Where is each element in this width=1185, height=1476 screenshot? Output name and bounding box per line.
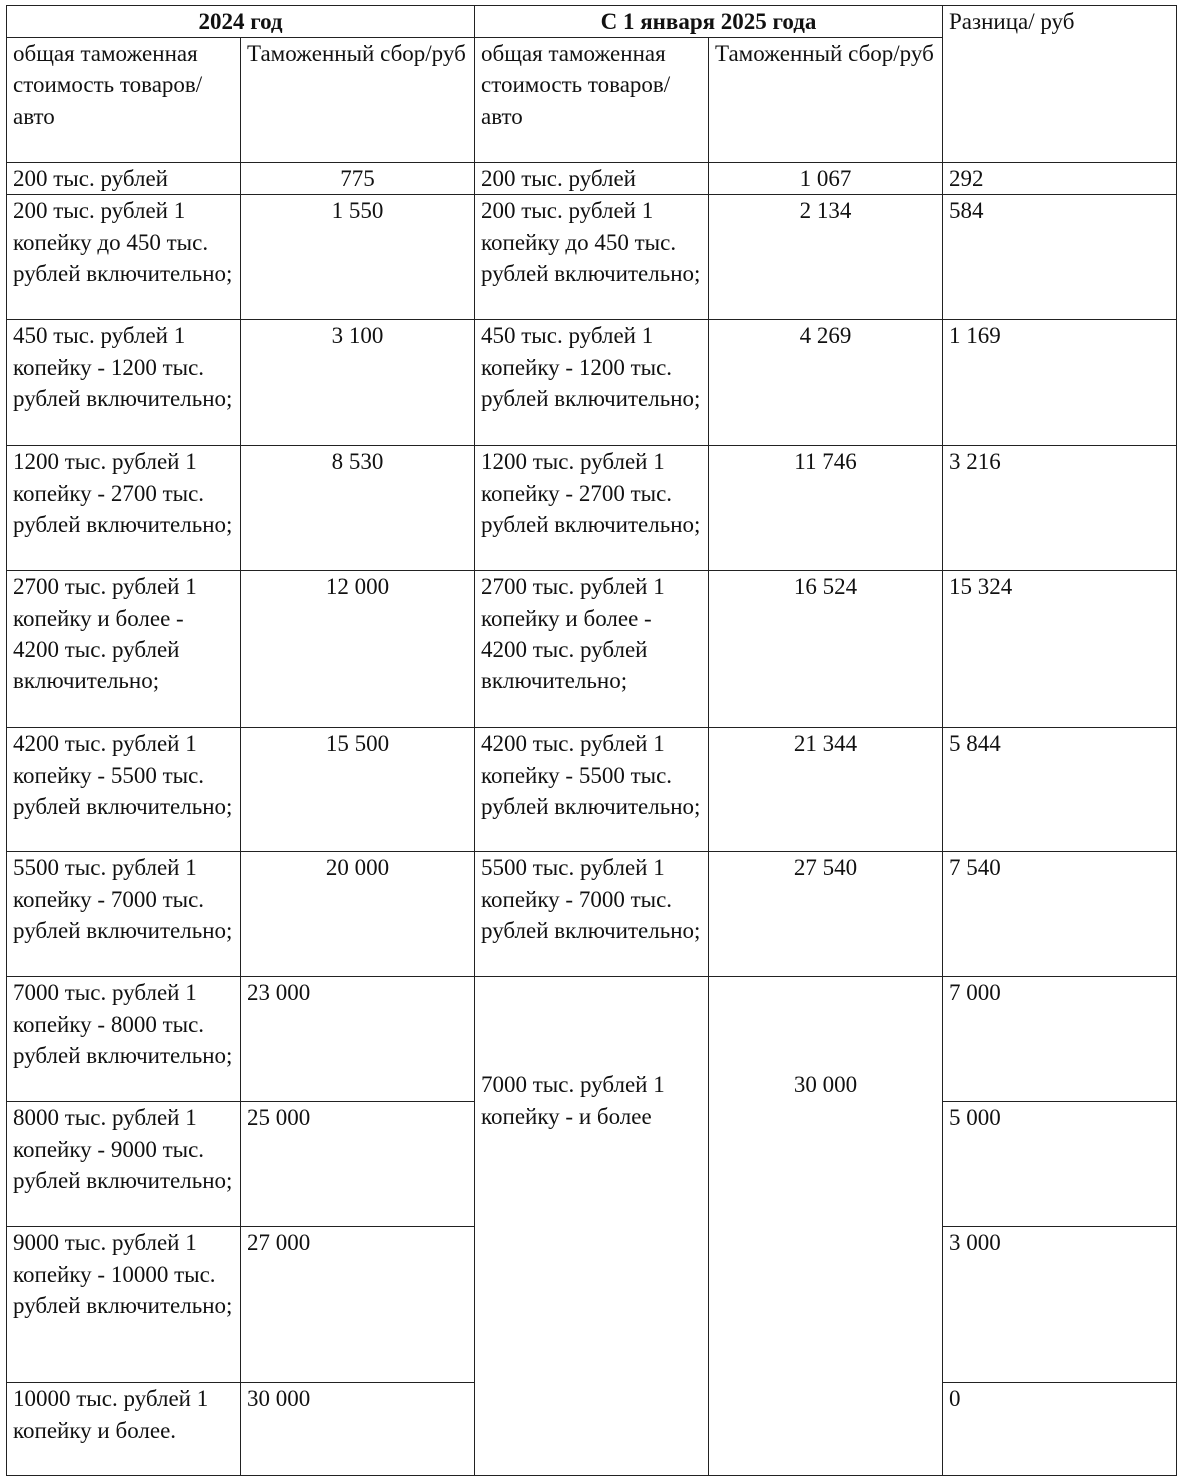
diff-value: 292	[943, 163, 1177, 195]
range-2024: 450 тыс. рублей 1 копейку - 1200 тыс. рублей включительно;	[7, 320, 241, 446]
fee-2024: 3 100	[241, 320, 475, 446]
fee-2025: 1 067	[709, 163, 943, 195]
table-row	[7, 728, 1177, 852]
range-2024: 7000 тыс. рублей 1 копейку - 8000 тыс. рублей включительно;	[7, 977, 241, 1102]
customs-fee-table	[6, 5, 1177, 1476]
fee-2024: 30 000	[241, 1383, 475, 1476]
fee-2025: 21 344	[709, 728, 943, 852]
fee-2024: 25 000	[241, 1102, 475, 1227]
range-2025: 1200 тыс. рублей 1 копейку - 2700 тыс. рублей включительно;	[475, 446, 709, 571]
range-2025: 4200 тыс. рублей 1 копейку - 5500 тыс. рублей включительно;	[475, 728, 709, 852]
diff-value: 0	[943, 1383, 1177, 1476]
range-2025: 450 тыс. рублей 1 копейку - 1200 тыс. рублей включительно;	[475, 320, 709, 446]
diff-value: 3 216	[943, 446, 1177, 571]
fee-2025: 4 269	[709, 320, 943, 446]
fee-2025: 2 134	[709, 195, 943, 320]
table-row	[7, 446, 1177, 571]
range-2025: 5500 тыс. рублей 1 копейку - 7000 тыс. рублей включительно;	[475, 852, 709, 977]
diff-value: 5 844	[943, 728, 1177, 852]
range-2024: 200 тыс. рублей 1 копейку до 450 тыс. рублей включительно;	[7, 195, 241, 320]
range-2024: 10000 тыс. рублей 1 копейку и более.	[7, 1383, 241, 1476]
range-2024: 9000 тыс. рублей 1 копейку - 10000 тыс. рублей включительно;	[7, 1227, 241, 1383]
diff-value: 584	[943, 195, 1177, 320]
range-2024: 4200 тыс. рублей 1 копейку - 5500 тыс. рублей включительно;	[7, 728, 241, 852]
diff-value: 7 000	[943, 977, 1177, 1102]
fee-2025-merged: 30 000	[709, 977, 943, 1476]
range-2024: 200 тыс. рублей	[7, 163, 241, 195]
table-row	[7, 195, 1177, 320]
fee-2025: 16 524	[709, 571, 943, 728]
header-2024: 2024 год	[7, 6, 475, 38]
range-2024: 1200 тыс. рублей 1 копейку - 2700 тыс. рублей включительно;	[7, 446, 241, 571]
fee-2024: 20 000	[241, 852, 475, 977]
fee-2025: 27 540	[709, 852, 943, 977]
table-row	[7, 163, 1177, 195]
fee-2025: 11 746	[709, 446, 943, 571]
header-value-2025: общая таможенная стоимость товаров/авто	[475, 38, 709, 163]
header-2025: С 1 января 2025 года	[475, 6, 943, 38]
diff-value: 1 169	[943, 320, 1177, 446]
diff-value: 15 324	[943, 571, 1177, 728]
header-fee-2025: Таможенный сбор/руб	[709, 38, 943, 163]
diff-value: 3 000	[943, 1227, 1177, 1383]
table-row	[7, 320, 1177, 446]
table-row	[7, 977, 1177, 1102]
range-2024: 8000 тыс. рублей 1 копейку - 9000 тыс. рублей включительно;	[7, 1102, 241, 1227]
fee-2024: 8 530	[241, 446, 475, 571]
fee-2024: 12 000	[241, 571, 475, 728]
diff-value: 7 540	[943, 852, 1177, 977]
header-fee-2024: Таможенный сбор/руб	[241, 38, 475, 163]
fee-2024: 27 000	[241, 1227, 475, 1383]
fee-2024: 1 550	[241, 195, 475, 320]
range-2024: 5500 тыс. рублей 1 копейку - 7000 тыс. рублей включительно;	[7, 852, 241, 977]
header-group-row	[7, 6, 1177, 38]
range-2025: 2700 тыс. рублей 1 копейку и более - 4200 тыс. рублей включительно;	[475, 571, 709, 728]
table-row	[7, 571, 1177, 728]
header-value-2024: общая таможенная стоимость товаров/авто	[7, 38, 241, 163]
header-diff: Разница/ руб	[943, 6, 1177, 163]
range-2025: 200 тыс. рублей 1 копейку до 450 тыс. рублей включительно;	[475, 195, 709, 320]
fee-2024: 23 000	[241, 977, 475, 1102]
range-2025-merged: 7000 тыс. рублей 1 копейку - и более	[475, 977, 709, 1476]
range-2025: 200 тыс. рублей	[475, 163, 709, 195]
fee-2024: 775	[241, 163, 475, 195]
diff-value: 5 000	[943, 1102, 1177, 1227]
fee-2024: 15 500	[241, 728, 475, 852]
range-2024: 2700 тыс. рублей 1 копейку и более - 4200 тыс. рублей включительно;	[7, 571, 241, 728]
table-row	[7, 852, 1177, 977]
